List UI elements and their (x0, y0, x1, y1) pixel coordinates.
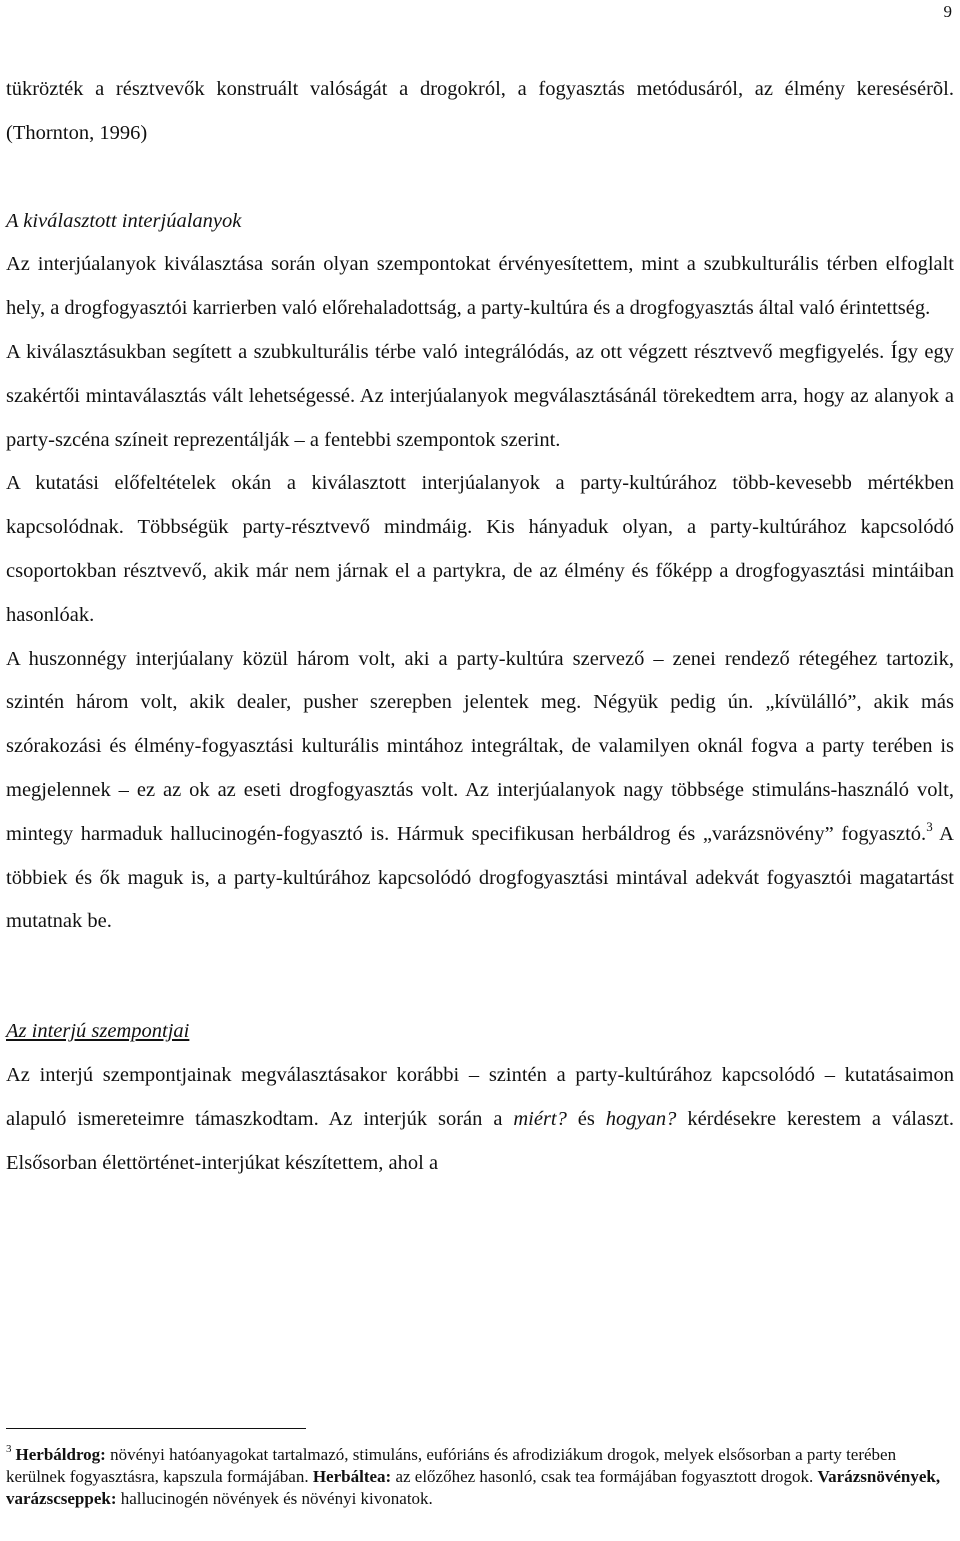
emphasis-why: miért? (513, 1107, 567, 1130)
footnote-reference[interactable]: 3 (926, 818, 933, 834)
footnote-separator (6, 1428, 306, 1429)
paragraph-text: kérdésekre kerestem a választ. Elsősorban élettörténet-interjúkat készítettem, ahol a (6, 1107, 954, 1174)
paragraph-text: és (566, 1107, 606, 1130)
footnote-definition: növényi hatóanyagokat tartalmazó, stimuláns, eufóriáns és afrodiziákum drogok, melyek elsősorban a party terében kerülnek fogyasztásra, kapszula formájában. (6, 1445, 897, 1486)
page-number: 9 (943, 2, 952, 21)
paragraph-intro: tükrözték a résztvevők konstruált valóságát a drogokról, a fogyasztás metódusáról, az élmény keresésérõl. (Thornton, 1996) (6, 78, 954, 144)
footnote-marker: 3 (6, 1443, 12, 1455)
footnote-definition: az előzőhez hasonló, csak tea formájában fogyasztott drogok. (391, 1467, 818, 1486)
paragraph-text-tail: A többiek és ők maguk is, a party-kultúrához kapcsolódó drogfogyasztási mintával adekvát fogyasztói magatartást mutatnak be. (6, 822, 954, 933)
emphasis-how: hogyan? (605, 1107, 677, 1130)
document-body (6, 68, 954, 1185)
footnote-term-herbaldrog: Herbáldrog: (15, 1445, 106, 1464)
paragraph-interview-aspects (6, 1054, 954, 1185)
paragraph-text: Az interjú szempontjainak megválasztásakor korábbi – szintén a party-kultúrához kapcsolódó – kutatásaimon alapuló ismereteimre támaszkodtam. Az interjúk során a (6, 1063, 954, 1130)
spacer (6, 944, 954, 1010)
footnote-term-varazsnovenyek: Varázsnövények, varázscseppek: (6, 1467, 941, 1508)
paragraph-text: A huszonnégy interjúalany közül három volt, aki a party-kultúra szervező – zenei rendező rétegéhez tartozik, szintén három volt, akik dealer, pusher szerepben jelentek meg. Négyük pedig ún. „kívülálló”, akik más szórakozási és élmény-fogyasztási kulturális mintához integráltak, de valamilyen oknál fogva a party terében is megjelennek – ez az ok az eseti drogfogyasztás volt. Az interjúalanyok nagy többsége stimuláns-használó volt, mintegy harmaduk hallucinogén-fogyasztó is. Hármuk specifikusan herbáldrog és „varázsnövény” fogyasztó. (6, 647, 954, 845)
paragraph-selection-method: A kiválasztásukban segített a szubkulturális térbe való integrálódás, az ott végzett résztvevő megfigyelés. Így egy szakértői mintaválasztás vált lehetségessé. Az interjúalanyok megválasztásánál törekedtem arra, hogy az alanyok a party-szcéna színeit reprezentálják – a fentebbi szempontok szerint. (6, 340, 954, 451)
paragraph-interviewee-breakdown (6, 638, 954, 945)
footnotes (6, 1444, 946, 1510)
paragraph-research-preconditions: A kutatási előfeltételek okán a kiválasztott interjúalanyok a party-kultúrához több-kevesebb mértékben kapcsolódnak. Többségük party-résztvevő mindmáig. Kis hányaduk olyan, a party-kultúrához kapcsolódó csoportokban résztvevő, akik már nem járnak el a partykra, de az élmény és főképp a drogfogyasztási mintáiban hasonlóak. (6, 472, 954, 626)
section-heading-selected-interviewees: A kiválasztott interjúalanyok (6, 209, 242, 232)
footnote-term-herbaltea: Herbáltea: (312, 1467, 392, 1486)
paragraph-selection-criteria: Az interjúalanyok kiválasztása során olyan szempontokat érvényesítettem, mint a szubkulturális térben elfoglalt hely, a drogfogyasztói karrierben való előrehaladottság, a party-kultúra és a drogfogyasztás által való érintettség. (6, 253, 954, 320)
section-heading-interview-aspects: Az interjú szempontjai (6, 1020, 190, 1043)
spacer (6, 156, 954, 200)
footnote-definition: hallucinogén növények és növényi kivonatok. (116, 1489, 433, 1508)
footnote-3 (6, 1444, 946, 1510)
